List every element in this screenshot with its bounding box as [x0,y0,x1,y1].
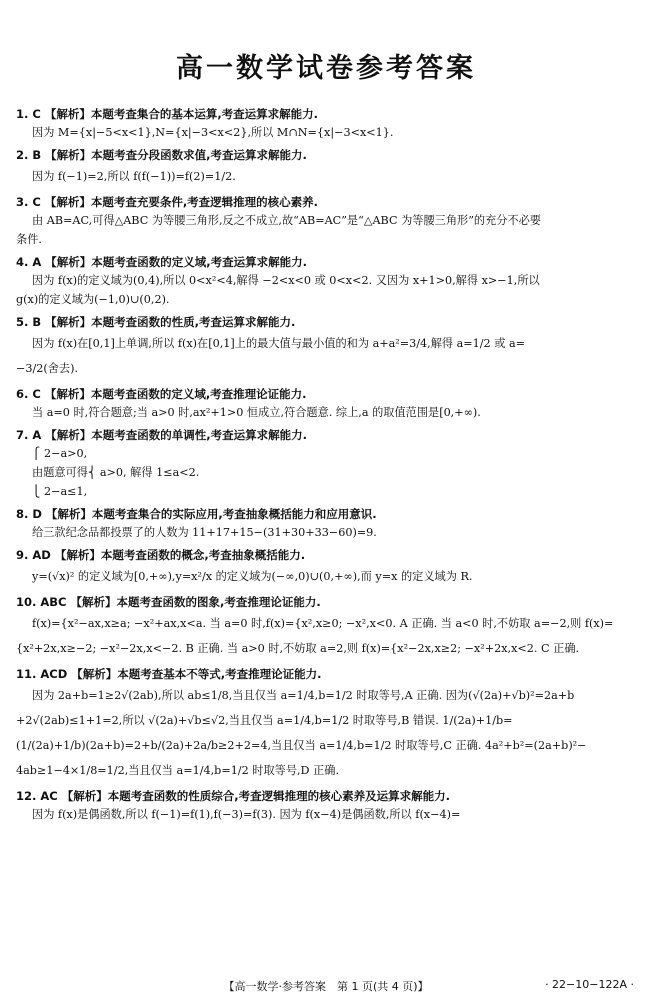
answer-item [16,506,634,542]
answer-item [16,427,634,501]
answer-heading: 2. B 【解析】本题考查分段函数求值,考查运算求解能力. [16,148,307,162]
answer-text-line: 由题意可得⎨ a>0, 解得 1≤a<2. [32,466,200,479]
answer-heading: 5. B 【解析】本题考查函数的性质,考查运算求解能力. [16,315,296,329]
page-title: 高一数学试卷参考答案 [176,53,476,84]
answer-text-line: 因为 f(x)的定义域为(0,4),所以 0<x²<4,解得 −2<x<0 或 0<x<2. 又因为 x+1>0,解得 x>−1,所以 [32,274,540,287]
answer-text-line: 因为 f(−1)=2,所以 f(f(−1))=f(2)=1/2. [32,170,236,183]
footer-exam-code: · 22−10−122A · [545,978,634,991]
answer-text-line: −3/2(舍去). [16,362,79,375]
answer-text-line: g(x)的定义域为(−1,0)∪(0,2). [16,293,170,306]
answer-heading: 3. C 【解析】本题考查充要条件,考查逻辑推理的核心素养. [16,195,319,209]
answer-heading: 12. AC 【解析】本题考查函数的性质综合,考查逻辑推理的核心素养及运算求解能力. [16,789,450,803]
answer-text-line: 因为 f(x)是偶函数,所以 f(−1)=f(1),f(−3)=f(3). 因为 f(x−4)是偶函数,所以 f(x−4)= [32,808,461,821]
footer-page-info: 【高一数学·参考答案 第 1 页(共 4 页)】 [223,980,429,993]
answer-heading: 8. D 【解析】本题考查集合的实际应用,考查抽象概括能力和应用意识. [16,507,377,521]
answer-item [16,314,634,381]
answer-heading: 9. AD 【解析】本题考查函数的概念,考查抽象概括能力. [16,548,306,562]
answer-heading: 6. C 【解析】本题考查函数的定义域,考查推理论证能力. [16,387,307,401]
answer-item [16,594,634,661]
answer-text-line: 因为 f(x)在[0,1]上单调,所以 f(x)在[0,1]上的最大值与最小值的和为 a+a²=3/4,解得 a=1/2 或 a= [32,337,526,350]
answer-item [16,547,634,589]
answer-heading: 11. ACD 【解析】本题考查基本不等式,考查推理论证能力. [16,667,322,681]
answer-text-line: 条件. [16,233,42,246]
answer-item [16,254,634,309]
answer-item [16,788,634,824]
answer-text-line: f(x)={x²−ax,x≥a; −x²+ax,x<a. 当 a=0 时,f(x)={x²,x≥0; −x²,x<0. A 正确. 当 a<0 时,不妨取 a=−2,则 f(x)= [32,617,614,630]
answer-text-line: 4ab≥1−4×1/8=1/2,当且仅当 a=1/4,b=1/2 时取等号,D 正确. [16,764,340,777]
answer-item [16,386,634,422]
answer-text-line: 由 AB=AC,可得△ABC 为等腰三角形,反之不成立,故“AB=AC”是“△ABC 为等腰三角形”的充分不必要 [32,214,542,227]
answer-text-line: y=(√x)² 的定义域为[0,+∞),y=x²/x 的定义域为(−∞,0)∪(0,+∞),而 y=x 的定义域为 R. [32,570,473,583]
answer-item [16,194,634,249]
answer-item [16,106,634,142]
answer-heading: 7. A 【解析】本题考查函数的单调性,考查运算求解能力. [16,428,308,442]
answer-text-line: {x²+2x,x≥−2; −x²−2x,x<−2. B 正确. 当 a>0 时,不妨取 a=2,则 f(x)={x²−2x,x≥2; −x²+2x,x<2. C 正确. [16,642,580,655]
answer-item [16,147,634,189]
answer-text-line: 当 a=0 时,符合题意;当 a>0 时,ax²+1>0 恒成立,符合题意. 综上,a 的取值范围是[0,+∞). [32,406,481,419]
answer-text-line: 给三款纪念品都投票了的人数为 11+17+15−(31+30+33−60)=9. [32,526,377,539]
answer-text-line: ⎩ 2−a≤1, [32,485,88,498]
answer-heading: 1. C 【解析】本题考查集合的基本运算,考查运算求解能力. [16,107,319,121]
answer-list [16,106,634,829]
answer-text-line: +2√(2ab)≤1+1=2,所以 √(2a)+√b≤√2,当且仅当 a=1/4,b=1/2 时取等号,B 错误. 1/(2a)+1/b= [16,714,513,727]
answer-heading: 4. A 【解析】本题考查函数的定义域,考查运算求解能力. [16,255,308,269]
answer-item [16,666,634,783]
answer-text-line: 因为 2a+b=1≥2√(2ab),所以 ab≤1/8,当且仅当 a=1/4,b=1/2 时取等号,A 正确. 因为(√(2a)+√b)²=2a+b [32,689,575,702]
answer-heading: 10. ABC 【解析】本题考查函数的图象,考查推理论证能力. [16,595,321,609]
answer-text-line: 因为 M={x|−5<x<1},N={x|−3<x<2},所以 M∩N={x|−3<x<1}. [32,126,394,139]
answer-text-line: ⎧ 2−a>0, [32,447,88,460]
answer-text-line: (1/(2a)+1/b)(2a+b)=2+b/(2a)+2a/b≥2+2=4,当且仅当 a=1/4,b=1/2 时取等号,C 正确. 4a²+b²=(2a+b)²− [16,739,587,752]
